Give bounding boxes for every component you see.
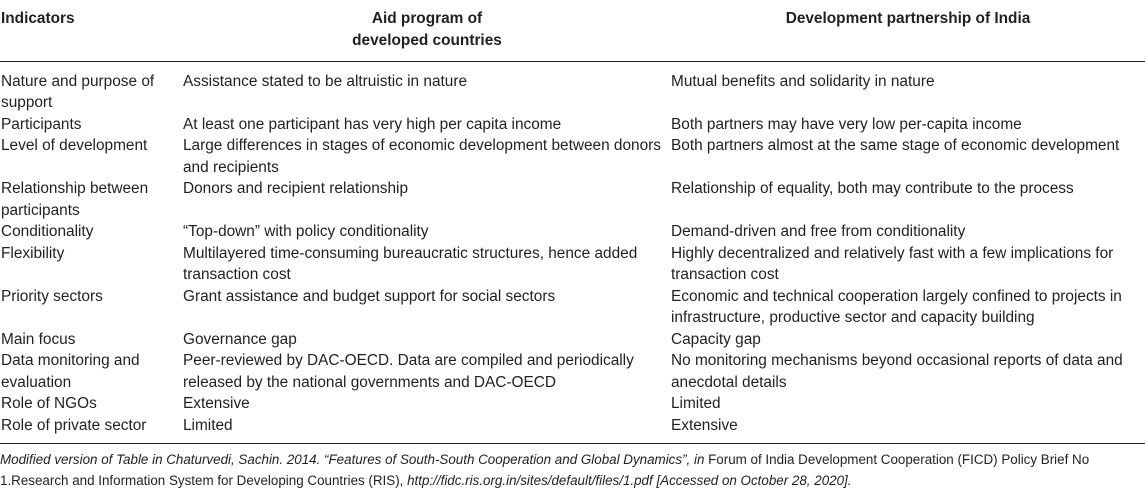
cell-india: Demand-driven and free from conditionality: [671, 223, 966, 240]
footnote-citation: Modified version of Table in Chaturvedi, Sachin. 2014. “Features of South-South Cooperation and Global Dynamics”, in: [0, 452, 709, 467]
table-header: [0, 0, 1145, 61]
cell-indicator: Priority sectors: [1, 287, 103, 305]
table-row: [0, 415, 1145, 444]
header-row: [0, 0, 1145, 61]
header-aid-line2: developed countries: [352, 31, 502, 49]
cell-india: Economic and technical cooperation largely confined to projects in infrastructure, productive sector and capacity building: [671, 287, 1122, 326]
footnote-url: http://fidc.ris.org.in/sites/default/files/1.pdf [Accessed on October 28, 2020].: [403, 472, 852, 488]
cell-indicator: Data monitoring and evaluation: [1, 352, 140, 391]
cell-aid: Assistance stated to be altruistic in nature: [183, 72, 468, 90]
cell-aid: Limited: [183, 415, 671, 444]
cell-india: Relationship of equality, both may contribute to the process: [671, 180, 1074, 197]
cell-aid: Governance gap: [183, 330, 297, 348]
cell-aid: Extensive: [183, 395, 250, 412]
cell-india: Capacity gap: [671, 330, 761, 348]
cell-india: Both partners almost at the same stage of economic development: [671, 137, 1120, 154]
table-row: [0, 178, 1145, 221]
cell-indicator: Nature and purpose of support: [1, 72, 155, 111]
cell-indicator: Role of NGOs: [1, 395, 97, 412]
header-indicators: Indicators: [0, 0, 183, 61]
cell-india: No monitoring mechanisms beyond occasional reports of data and anecdotal details: [671, 352, 1123, 391]
cell-india: Both partners may have very low per-capita income: [671, 115, 1022, 133]
table-row: [0, 350, 1145, 393]
table-row: [0, 221, 1145, 243]
table-row: [0, 61, 1145, 114]
cell-aid: At least one participant has very high per capita income: [183, 115, 562, 133]
header-india-partnership: Development partnership of India: [671, 0, 1145, 61]
header-aid-line1: Aid program of: [371, 10, 483, 27]
footnote-source-title: Forum of India Development Cooperation (FICD) Policy Brief No 1.Research and Information System for Developing Countries (RIS),: [0, 452, 1090, 488]
cell-aid: Large differences in stages of economic development between donors and recipients: [183, 137, 661, 176]
header-aid-program: [183, 0, 671, 61]
cell-indicator: Main focus: [1, 330, 76, 348]
cell-aid: Grant assistance and budget support for social sectors: [183, 287, 556, 305]
table-footnote: [0, 450, 1140, 491]
cell-indicator: Relationship between participants: [1, 180, 149, 219]
table-row: [0, 286, 1145, 329]
table-body: [0, 61, 1145, 444]
cell-india: Extensive: [671, 415, 1145, 444]
cell-aid: “Top-down” with policy conditionality: [183, 223, 429, 240]
cell-india: Limited: [671, 395, 721, 412]
cell-india: Highly decentralized and relatively fast with a few implications for transaction cost: [671, 244, 1114, 283]
table-row: [0, 243, 1145, 286]
cell-indicator: Level of development: [1, 137, 148, 154]
cell-india: Mutual benefits and solidarity in nature: [671, 72, 935, 90]
cell-indicator: Flexibility: [1, 244, 65, 262]
table-row: [0, 114, 1145, 136]
cell-indicator: Role of private sector: [0, 415, 183, 444]
cell-aid: Multilayered time-consuming bureaucratic structures, hence added transaction cost: [183, 244, 638, 283]
cell-indicator: Conditionality: [1, 223, 94, 240]
table-row: [0, 135, 1145, 178]
cell-indicator: Participants: [1, 115, 82, 133]
cell-aid: Donors and recipient relationship: [183, 180, 409, 197]
cell-aid: Peer-reviewed by DAC-OECD. Data are compiled and periodically released by the national governments and DAC-OECD: [183, 352, 634, 391]
table-row: [0, 329, 1145, 351]
table-row: [0, 393, 1145, 415]
